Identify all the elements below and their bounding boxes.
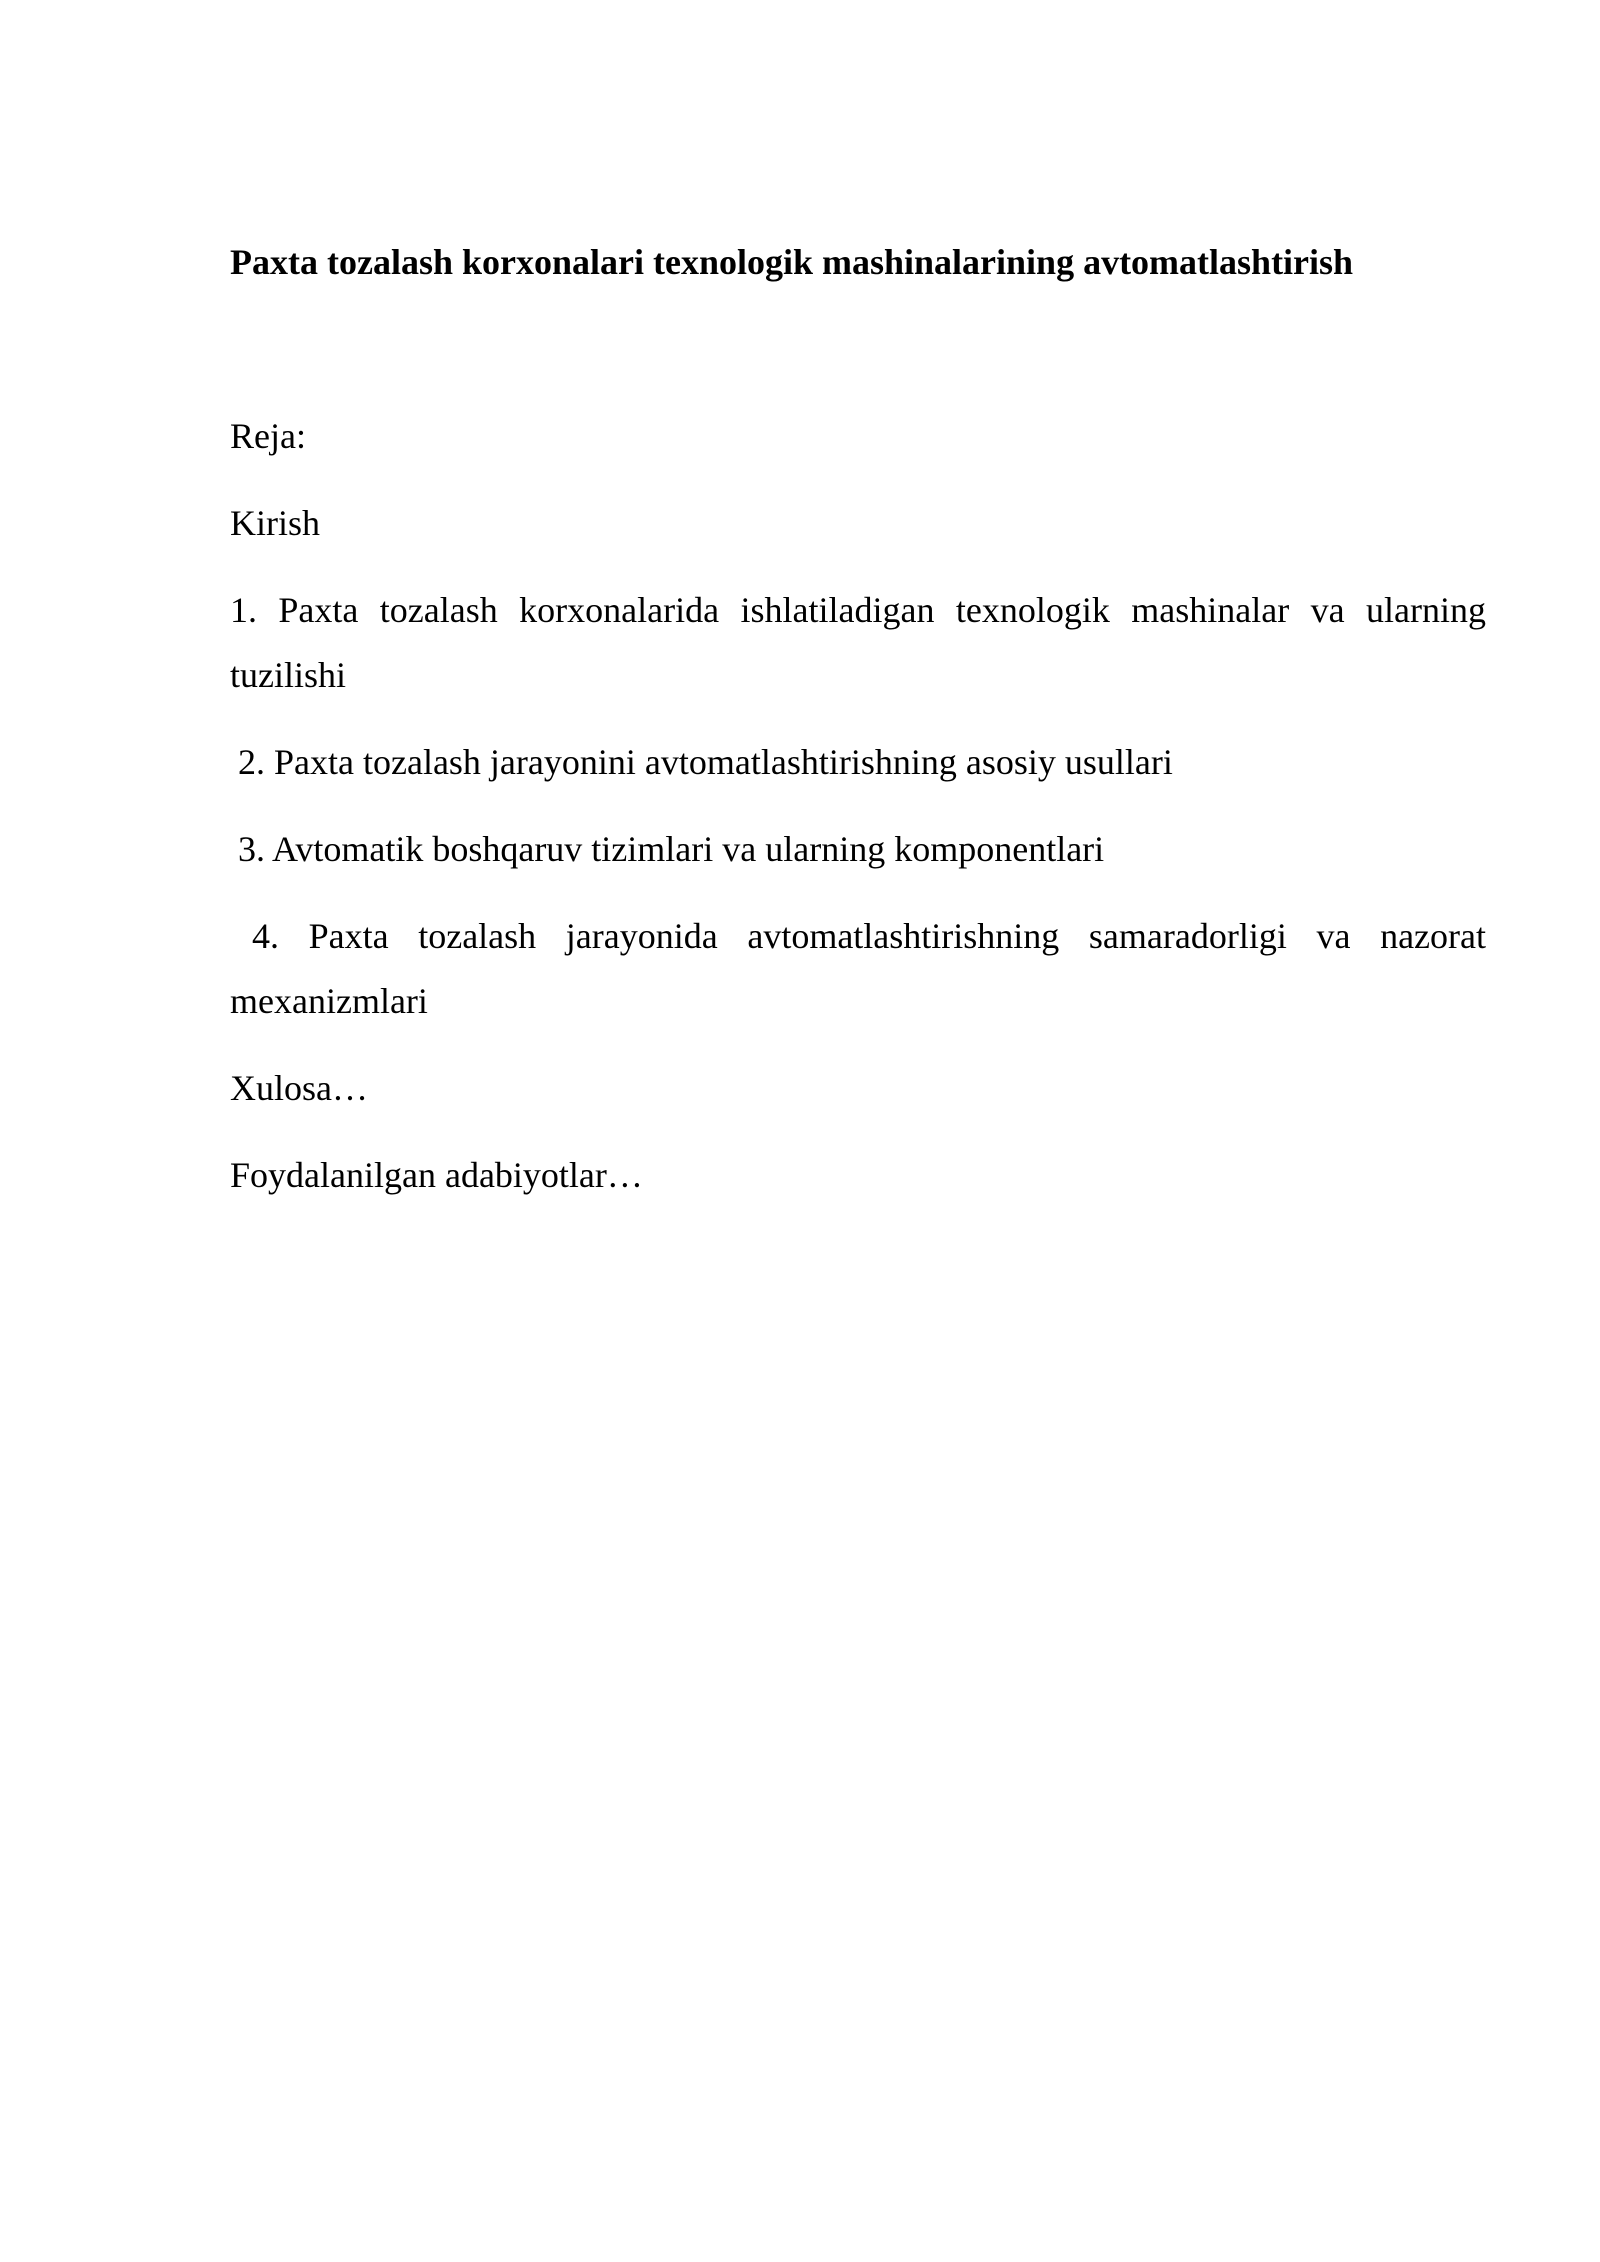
plan-item-2: 2. Paxta tozalash jarayonini avtomatlashtirishning asosiy usullari xyxy=(238,742,1173,782)
conclusion-item: Xulosa… xyxy=(230,1068,368,1108)
plan-item-4-line-1: 4. Paxta tozalash jarayonida avtomatlashtirishning samaradorligi va nazorat xyxy=(252,916,1486,956)
plan-item-1-line-1: 1. Paxta tozalash korxonalarida ishlatiladigan texnologik mashinalar va ularning xyxy=(230,590,1486,630)
plan-label: Reja: xyxy=(230,416,306,456)
document-title: Paxta tozalash korxonalari texnologik mashinalarining avtomatlashtirish xyxy=(230,242,1354,282)
plan-item-1-line-2: tuzilishi xyxy=(230,655,346,695)
introduction-item: Kirish xyxy=(230,503,320,543)
references-item: Foydalanilgan adabiyotlar… xyxy=(230,1155,643,1195)
plan-item-3: 3. Avtomatik boshqaruv tizimlari va ularning komponentlari xyxy=(238,829,1105,869)
plan-item-4-line-2: mexanizmlari xyxy=(230,981,428,1021)
